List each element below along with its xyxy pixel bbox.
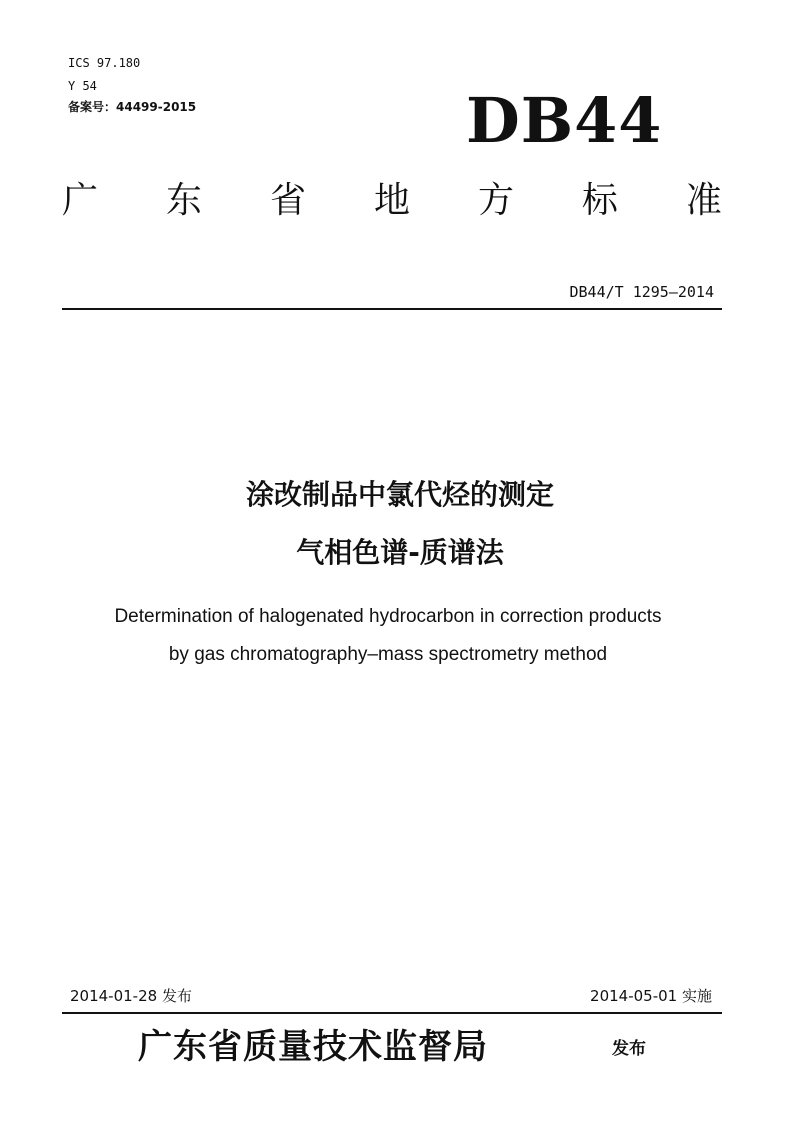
standard-type-char: 准 xyxy=(685,180,722,221)
bottom-divider xyxy=(62,1012,722,1014)
issuing-authority: 广东省质量技术监督局 xyxy=(138,1027,488,1067)
english-title-line-1: Determination of halogenated hydrocarbon in correction products xyxy=(114,606,662,627)
standard-type-char: 省 xyxy=(269,180,306,221)
issue-date: 2014-01-28 发布 xyxy=(70,987,192,1005)
standard-code-logo: DB44 xyxy=(466,84,663,157)
standard-type-char: 标 xyxy=(581,180,618,221)
top-divider xyxy=(62,308,722,310)
standard-type-char: 地 xyxy=(373,180,410,221)
chinese-title-line-1: 涂改制品中氯代烃的测定 xyxy=(245,478,554,511)
standard-type-char: 东 xyxy=(165,180,202,221)
standard-number: DB44/T 1295—2014 xyxy=(569,283,714,301)
filing-number: 备案号：44499-2015 xyxy=(68,100,197,114)
standard-type-heading xyxy=(62,176,722,226)
issuing-action: 发布 xyxy=(612,1039,646,1059)
ics-code: ICS 97.180 xyxy=(68,56,141,70)
chinese-title-line-2: 气相色谱-质谱法 xyxy=(296,536,504,569)
classification-code: Y 54 xyxy=(68,79,97,93)
standard-type-char: 方 xyxy=(477,180,514,221)
english-title-line-2: by gas chromatography–mass spectrometry method xyxy=(168,644,608,665)
standard-type-char: 广 xyxy=(62,180,99,221)
implementation-date: 2014-05-01 实施 xyxy=(590,987,712,1005)
